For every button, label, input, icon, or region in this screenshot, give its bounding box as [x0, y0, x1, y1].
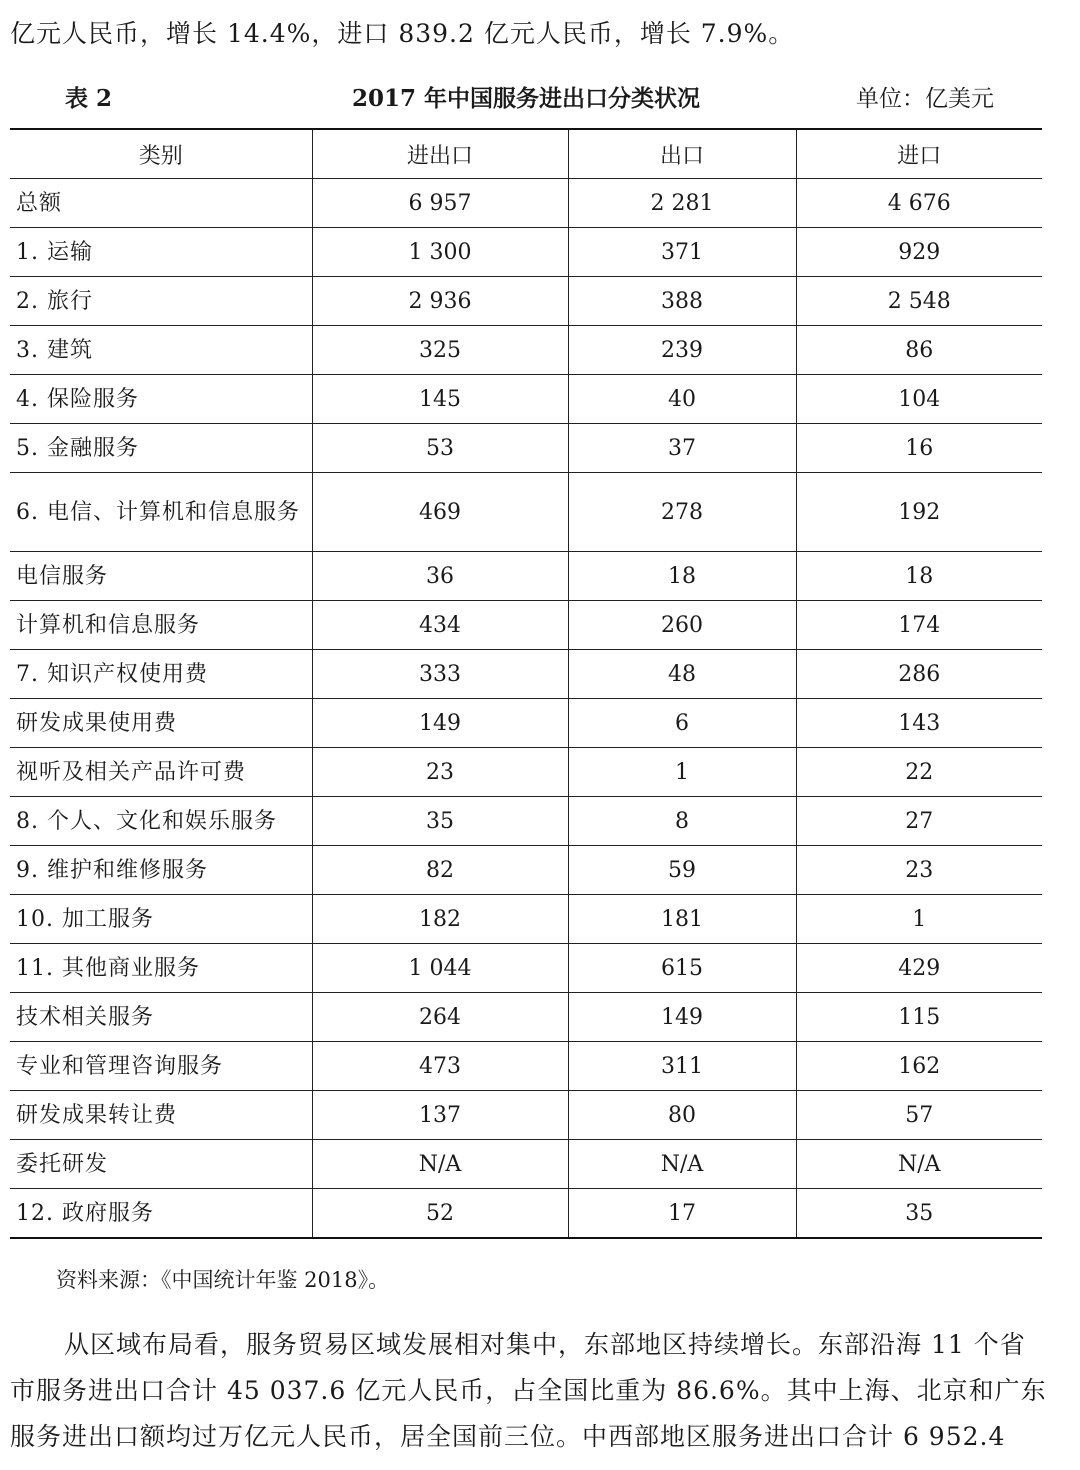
top-text-line: 亿元人民币，增长 14.4%，进口 839.2 亿元人民币，增长 7.9%。: [10, 19, 795, 48]
table-row: [10, 797, 1042, 846]
cell-total: 149: [312, 699, 568, 748]
cell-category: 委托研发: [10, 1140, 312, 1189]
table-row: [10, 326, 1042, 375]
table-caption: [10, 80, 1042, 116]
cell-category: 技术相关服务: [10, 993, 312, 1042]
table-unit: 单位：亿美元: [856, 86, 994, 112]
cell-import: 2 548: [796, 277, 1042, 326]
cell-export: 48: [568, 650, 796, 699]
cell-export: 149: [568, 993, 796, 1042]
header-import: 进口: [796, 129, 1042, 179]
cell-total: 1 044: [312, 944, 568, 993]
cell-category: 4. 保险服务: [10, 375, 312, 424]
services-trade-table: [10, 128, 1042, 1239]
header-category: 类别: [10, 129, 312, 179]
table-row: [10, 944, 1042, 993]
cell-category: 10. 加工服务: [10, 895, 312, 944]
cell-export: 239: [568, 326, 796, 375]
cell-category: 1. 运输: [10, 228, 312, 277]
cell-category: 11. 其他商业服务: [10, 944, 312, 993]
cell-category: 12. 政府服务: [10, 1189, 312, 1239]
cell-import: 4 676: [796, 179, 1042, 228]
cell-export: 59: [568, 846, 796, 895]
table-header-row: [10, 129, 1042, 179]
header-export: 出口: [568, 129, 796, 179]
table-row: [10, 473, 1042, 552]
cell-total: 182: [312, 895, 568, 944]
table-row: [10, 1140, 1042, 1189]
cell-total: 264: [312, 993, 568, 1042]
cell-category: 电信服务: [10, 552, 312, 601]
cell-export: 17: [568, 1189, 796, 1239]
cell-export: N/A: [568, 1140, 796, 1189]
cell-import: N/A: [796, 1140, 1042, 1189]
cell-category: 3. 建筑: [10, 326, 312, 375]
cell-total: 2 936: [312, 277, 568, 326]
cell-import: 27: [796, 797, 1042, 846]
table-row: [10, 895, 1042, 944]
cell-total: N/A: [312, 1140, 568, 1189]
cell-export: 2 281: [568, 179, 796, 228]
table-row: [10, 650, 1042, 699]
cell-total: 137: [312, 1091, 568, 1140]
table-row: [10, 424, 1042, 473]
cell-export: 311: [568, 1042, 796, 1091]
cell-export: 388: [568, 277, 796, 326]
cell-category: 9. 维护和维修服务: [10, 846, 312, 895]
table-row: [10, 277, 1042, 326]
cell-category: 5. 金融服务: [10, 424, 312, 473]
table-label: 表 2: [65, 85, 113, 112]
cell-import: 115: [796, 993, 1042, 1042]
cell-category: 6. 电信、计算机和信息服务: [10, 473, 312, 552]
table-row: [10, 179, 1042, 228]
cell-import: 35: [796, 1189, 1042, 1239]
cell-total: 469: [312, 473, 568, 552]
cell-export: 18: [568, 552, 796, 601]
table-row: [10, 699, 1042, 748]
cell-total: 53: [312, 424, 568, 473]
cell-export: 615: [568, 944, 796, 993]
cell-category: 7. 知识产权使用费: [10, 650, 312, 699]
table-row: [10, 846, 1042, 895]
cell-import: 1: [796, 895, 1042, 944]
table-source-note: 资料来源：《中国统计年鉴 2018》。: [56, 1268, 390, 1292]
cell-import: 104: [796, 375, 1042, 424]
cell-import: 162: [796, 1042, 1042, 1091]
table-row: [10, 375, 1042, 424]
table-row: [10, 601, 1042, 650]
cell-export: 40: [568, 375, 796, 424]
cell-export: 371: [568, 228, 796, 277]
cell-total: 35: [312, 797, 568, 846]
cell-total: 473: [312, 1042, 568, 1091]
cell-total: 82: [312, 846, 568, 895]
cell-import: 57: [796, 1091, 1042, 1140]
cell-category: 计算机和信息服务: [10, 601, 312, 650]
cell-export: 181: [568, 895, 796, 944]
cell-category: 8. 个人、文化和娱乐服务: [10, 797, 312, 846]
cell-import: 192: [796, 473, 1042, 552]
table-row: [10, 1042, 1042, 1091]
cell-category: 专业和管理咨询服务: [10, 1042, 312, 1091]
cell-category: 2. 旅行: [10, 277, 312, 326]
table-row: [10, 748, 1042, 797]
cell-import: 929: [796, 228, 1042, 277]
cell-export: 37: [568, 424, 796, 473]
table-title: 2017 年中国服务进出口分类状况: [351, 85, 701, 112]
cell-import: 16: [796, 424, 1042, 473]
cell-category: 研发成果使用费: [10, 699, 312, 748]
cell-total: 333: [312, 650, 568, 699]
paragraph-line: 服务进出口额均过万亿元人民币，居全国前三位。中西部地区服务进出口合计 6 952.4: [10, 1422, 1006, 1451]
cell-category: 视听及相关产品许可费: [10, 748, 312, 797]
cell-export: 260: [568, 601, 796, 650]
cell-import: 23: [796, 846, 1042, 895]
cell-import: 18: [796, 552, 1042, 601]
cell-total: 145: [312, 375, 568, 424]
cell-total: 434: [312, 601, 568, 650]
cell-total: 36: [312, 552, 568, 601]
table-row: [10, 1091, 1042, 1140]
table-row: [10, 228, 1042, 277]
cell-import: 143: [796, 699, 1042, 748]
table-row: [10, 993, 1042, 1042]
cell-export: 278: [568, 473, 796, 552]
cell-import: 429: [796, 944, 1042, 993]
cell-export: 1: [568, 748, 796, 797]
cell-total: 6 957: [312, 179, 568, 228]
cell-category: 总额: [10, 179, 312, 228]
paragraph-line: 从区域布局看，服务贸易区域发展相对集中，东部地区持续增长。东部沿海 11 个省: [64, 1330, 1026, 1359]
paragraph-line: 市服务进出口合计 45 037.6 亿元人民币，占全国比重为 86.6%。其中上海、北京和广东: [10, 1376, 1047, 1405]
table-row: [10, 1189, 1042, 1239]
header-total: 进出口: [312, 129, 568, 179]
cell-export: 80: [568, 1091, 796, 1140]
cell-total: 23: [312, 748, 568, 797]
cell-export: 8: [568, 797, 796, 846]
cell-category: 研发成果转让费: [10, 1091, 312, 1140]
cell-import: 286: [796, 650, 1042, 699]
cell-import: 22: [796, 748, 1042, 797]
cell-total: 325: [312, 326, 568, 375]
table-row: [10, 552, 1042, 601]
cell-total: 52: [312, 1189, 568, 1239]
cell-export: 6: [568, 699, 796, 748]
cell-import: 86: [796, 326, 1042, 375]
cell-import: 174: [796, 601, 1042, 650]
cell-total: 1 300: [312, 228, 568, 277]
